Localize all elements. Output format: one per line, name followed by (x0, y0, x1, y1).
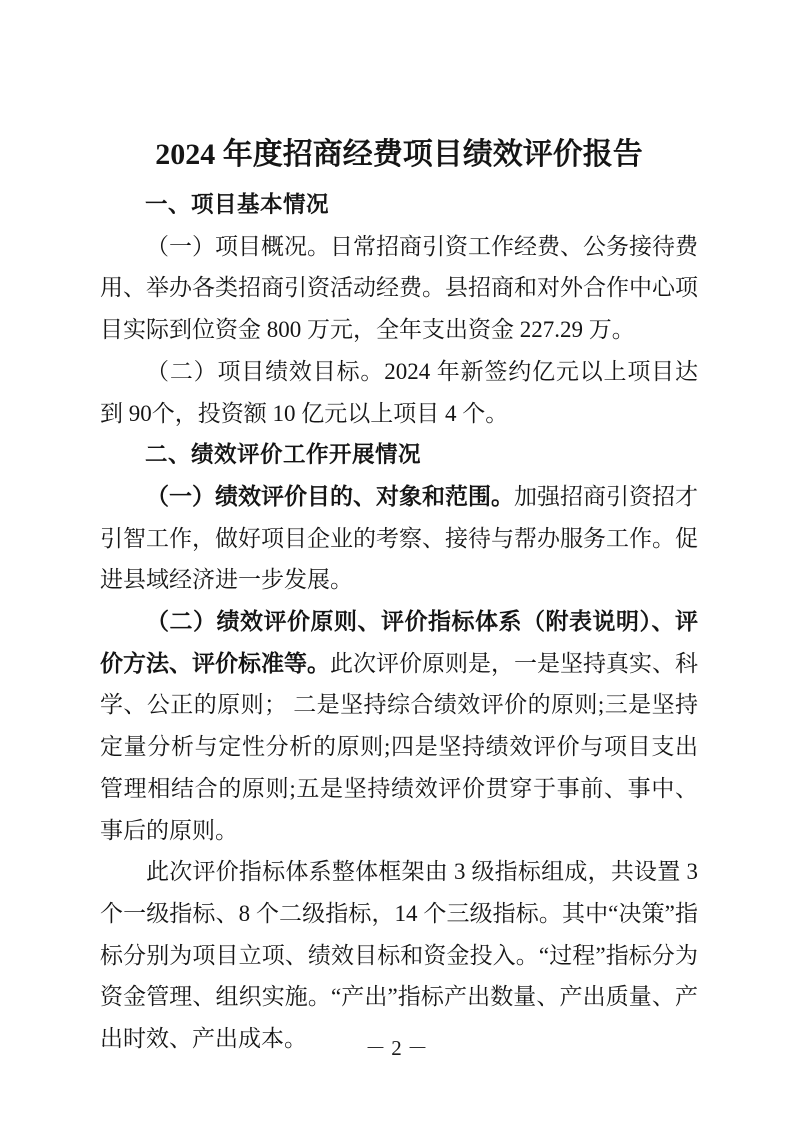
section-heading-project-basics: 一、项目基本情况 (145, 192, 330, 217)
section-heading-evaluation-work: 二、绩效评价工作开展情况 (145, 442, 422, 468)
paragraph-evaluation-purpose-body: 加强招商引资招才引智工作，做好项目企业的考察、接待与帮办服务工作。促进县域经济进一步发展。 (100, 483, 698, 593)
paragraph-evaluation-purpose-lead: （一）绩效评价目的、对象和范围。 (146, 483, 514, 509)
paragraph-evaluation-principles (100, 601, 698, 851)
paragraph-indicator-framework: 此次评价指标体系整体框架由 3 级指标组成，共设置 3 个一级指标、8 个二级指标，14 个三级指标。其中“决策”指标分别为项目立项、绩效目标和资金投入。“过程”指标分为资金管理、组织实施。“产出”指标产出数量、产出质量、产出时效、产出成本。 (100, 859, 698, 1052)
document-title: 2024 年度招商经费项目绩效评价报告 (155, 138, 643, 171)
paragraph-evaluation-principles-lead: （二）绩效评价原则、评价指标体系（附表说明）、评价方法、评价标准等。 (100, 609, 698, 676)
paragraph-evaluation-principles-body: 此次评价原则是，一是坚持真实、科学、公正的原则； 二是坚持综合绩效评价的原则;三是坚持定量分析与定性分析的原则;四是坚持绩效评价与项目支出管理相结合的原则;五是坚持绩效评价贯穿于事前、事中、事后的原则。 (100, 650, 698, 843)
paragraph-project-overview: （一）项目概况。日常招商引资工作经费、公务接待费用、举办各类招商引资活动经费。县招商和对外合作中心项目实际到位资金 800 万元，全年支出资金 227.29 万。 (100, 233, 698, 343)
paragraph-evaluation-purpose (100, 476, 698, 601)
document-body (100, 130, 698, 1060)
paragraph-performance-goals: （二）项目绩效目标。2024 年新签约亿元以上项目达到 90个，投资额 10 亿元以上项目 4 个。 (100, 358, 698, 426)
page-number: － 2 － (365, 1036, 428, 1060)
